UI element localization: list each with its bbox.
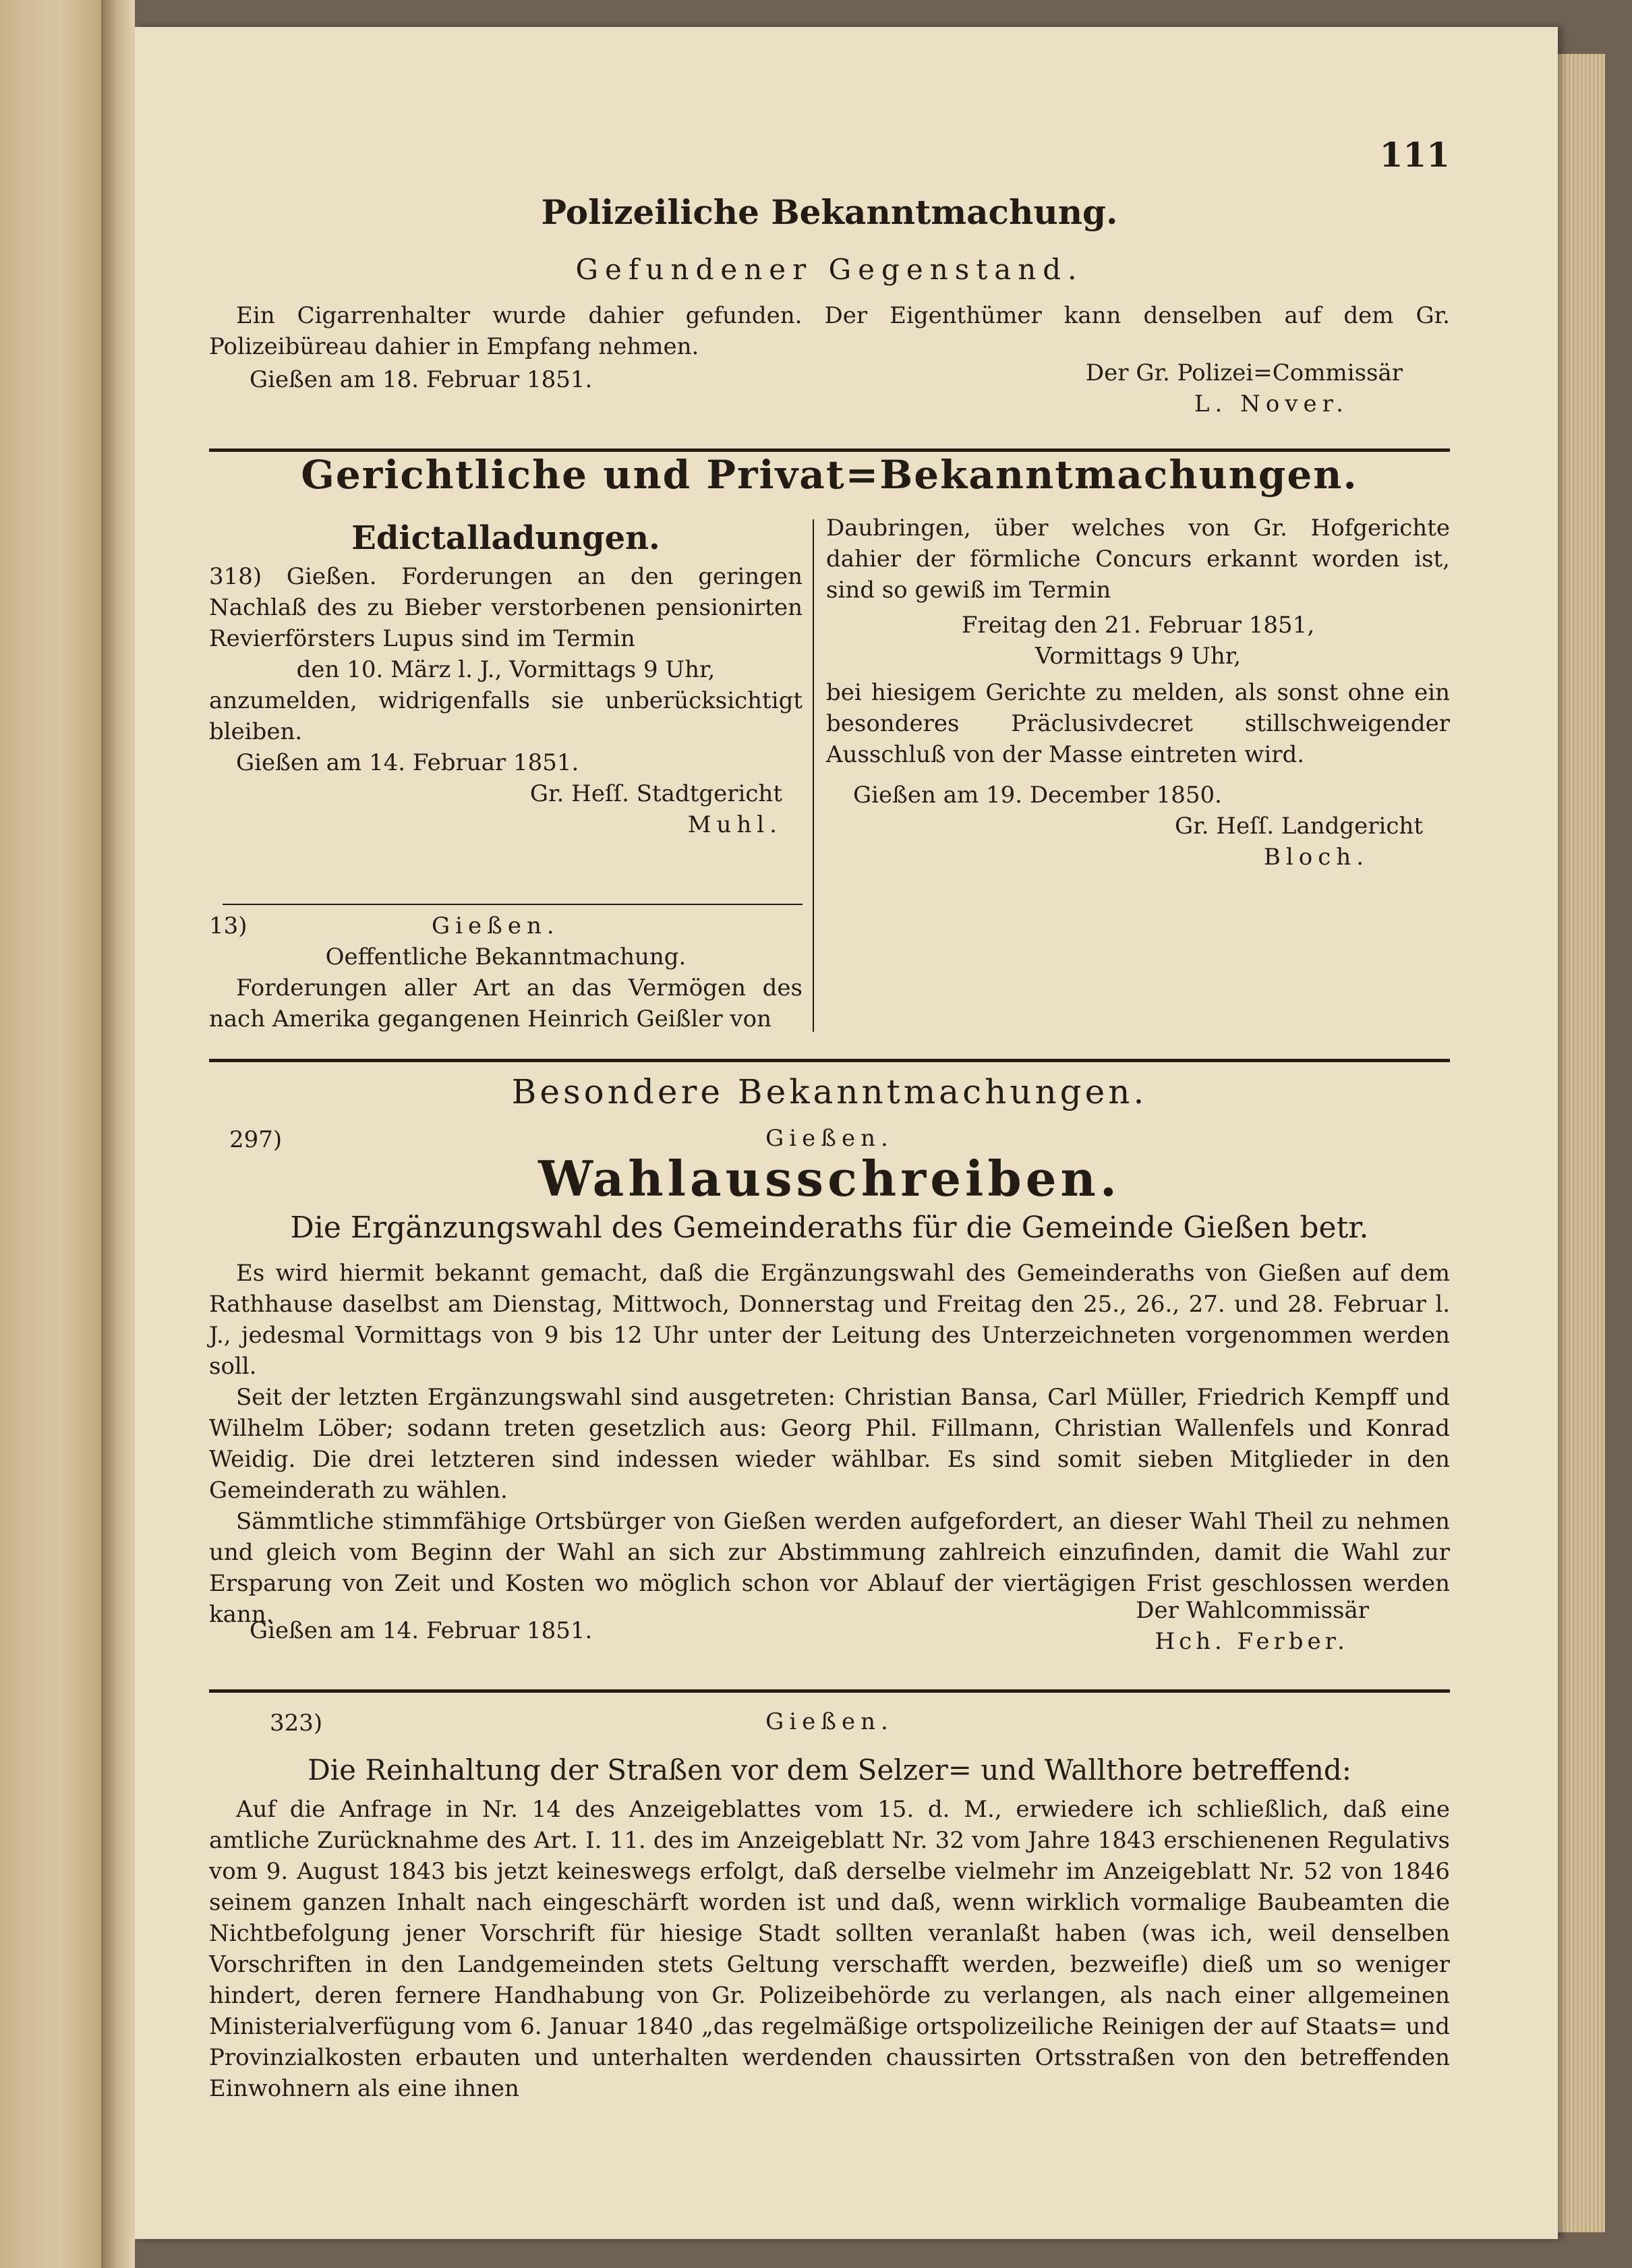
edict-title: Edictalladungen. — [351, 519, 660, 557]
election-body — [209, 1258, 1450, 1630]
section-divider — [209, 1059, 1450, 1062]
cleaning-heading: Die Reinhaltung der Straßen vor dem Selzer= und Wallthore betreffend: — [308, 1753, 1351, 1786]
edict-318-text2: anzumelden, widrigenfalls sie unberücksichtigt bleiben. — [209, 687, 803, 745]
police-signature — [863, 357, 1403, 419]
left-column-divider — [223, 904, 803, 905]
election-signature-title: Der Wahlcommissär — [1136, 1597, 1369, 1624]
police-notice-title: Polizeiliche Bekanntmachung. — [541, 192, 1118, 232]
cleaning-number: 323) — [270, 1710, 323, 1737]
edict-13-block — [209, 910, 803, 1035]
election-subheading: Die Ergänzungswahl des Gemeinderaths für die Gemeinde Gießen betr. — [290, 1211, 1369, 1245]
edict-right-date-line2: Vormittags 9 Uhr, — [1034, 643, 1242, 670]
special-notices-title: Besondere Bekanntmachungen. — [511, 1072, 1148, 1111]
election-paragraph: Sämmtliche stimmfähige Ortsbürger von Gießen werden aufgefordert, an dieser Wahl Theil zu nehmen und gleich vom Beginn der Wahl an sich zur Abstimmung zahlreich einzufinden, damit die Wahl zur Ersparung von Zeit und Kosten wo möglich schon vor Ablauf der viertägigen Frist geschlossen werden kann. — [209, 1508, 1450, 1628]
found-object-text: Ein Cigarrenhalter wurde dahier gefunden. Der Eigenthümer kann denselben auf dem Gr. Polizeibüreau dahier in Empfang nehmen. — [209, 302, 1450, 360]
edict-right-column — [826, 513, 1450, 873]
edict-right-signature-title: Gr. Heſſ. Landgericht — [1175, 813, 1423, 840]
special-place: Gießen. — [765, 1125, 894, 1152]
edict-13-place: Gießen. — [432, 912, 560, 939]
book-gutter — [101, 0, 135, 2268]
election-heading: Wahlausschreiben. — [538, 1150, 1121, 1207]
found-object-date: Gießen am 18. Februar 1851. — [250, 366, 593, 393]
previous-page-edge — [0, 0, 101, 2268]
edict-right-signature-name: Bloch. — [1263, 844, 1369, 871]
police-signature-name: L. Nover. — [1194, 390, 1349, 417]
court-notices-title: Gerichtliche und Privat=Bekanntmachungen. — [301, 452, 1358, 498]
edict-13-title: Oeffentliche Bekanntmachung. — [325, 943, 687, 970]
edict-13-number: 13) — [209, 912, 247, 939]
found-object-subtitle: Gefundener Gegenstand. — [575, 253, 1084, 286]
cleaning-text: Auf die Anfrage in Nr. 14 des Anzeigeblattes vom 15. d. M., erwiedere ich schließlich, daß eine amtliche Zurücknahme des Art. I. 11. des im Anzeigeblatt Nr. 32 vom Jahre 1843 erschienenen Regulativs vom 9. August 1843 bis jetzt keineswegs erfolgt, daß derselbe vielmehr im Anzeigeblatt Nr. 52 von 1846 seinem ganzen Inhalt nach eingeschärft worden ist und daß, wenn wirklich vormalige Baubeamten die Nichtbefolgung jener Vorschrift für hiesige Stadt sollten veranlaßt haben (was ich, weil denselben Vorschriften in den Landgemeinden stets Geltung verschafft werden, bezweifle) dieß um so weniger hindert, deren fernere Handhabung von Gr. Polizeibehörde zu verlangen, als nach einer allgemeinen Ministerialverfügung vom 6. Januar 1840 „das regelmäßige ortspolizeiliche Reinigen der auf Staats= und Provinzialkosten erbauten und unterhalten werdenden chaussirten Ortsstraßen von den betreffenden Einwohnern als eine ihnen — [209, 1796, 1450, 2102]
edict-right-date-line1: Freitag den 21. Februar 1851, — [961, 612, 1315, 639]
cleaning-body — [209, 1794, 1450, 2104]
election-paragraph: Es wird hiermit bekannt gemacht, daß die Ergänzungswahl des Gemeinderaths von Gießen auf dem Rathhause daselbst am Dienstag, Mittwoch, Donnerstag und Freitag den 25., 26., 27. und 28. Februar l. J., jedesmal Vormittags von 9 bis 12 Uhr unter der Leitung des Unterzeichneten vorgenommen werden soll. — [209, 1260, 1450, 1380]
edict-318-signature-name: Muhl. — [687, 811, 782, 838]
edict-13-text: Forderungen aller Art an das Vermögen des nach Amerika gegangenen Heinrich Geißler von — [209, 975, 803, 1033]
election-signature — [897, 1595, 1369, 1657]
election-signature-name: Hch. Ferber. — [1155, 1628, 1349, 1655]
page-stack-edge — [1558, 54, 1605, 2232]
column-divider — [813, 519, 814, 1032]
special-number: 297) — [229, 1126, 283, 1153]
edict-left-column — [209, 519, 803, 840]
section-divider — [209, 1689, 1450, 1693]
document-page — [135, 27, 1558, 2239]
edict-right-text2: bei hiesigem Gerichte zu melden, als sonst ohne ein besonderes Präclusivdecret stillschweigender Ausschluß von der Masse eintreten wird. — [826, 679, 1450, 768]
election-paragraph: Seit der letzten Ergänzungswahl sind ausgetreten: Christian Bansa, Carl Müller, Friedrich Kempff und Wilhelm Löber; sodann treten gesetzlich aus: Georg Phil. Fillmann, Christian Wallenfels und Konrad Weidig. Die drei letzteren sind indessen wieder wählbar. Es sind somit sieben Mitglieder in den Gemeinderath zu wählen. — [209, 1384, 1450, 1504]
edict-right-text1: Daubringen, über welches von Gr. Hofgerichte dahier der förmliche Concurs erkannt worden ist, sind so gewiß im Termin — [826, 515, 1450, 604]
edict-right-date: Gießen am 19. December 1850. — [853, 782, 1222, 809]
edict-13-header — [209, 910, 803, 941]
election-date: Gießen am 14. Februar 1851. — [250, 1617, 593, 1644]
edict-318-text: 318) Gießen. Forderungen an den geringen Nachlaß des zu Bieber verstorbenen pensionirten Revierförsters Lupus sind im Termin — [209, 563, 803, 652]
edict-318-date: Gießen am 14. Februar 1851. — [236, 749, 579, 776]
page-number: 111 — [1379, 135, 1450, 175]
page-content — [209, 108, 1450, 2199]
cleaning-place: Gießen. — [765, 1708, 894, 1735]
police-signature-title: Der Gr. Polizei=Commissär — [1085, 359, 1403, 386]
edict-318-signature-title: Gr. Heſſ. Stadtgericht — [529, 780, 782, 807]
edict-318-date-line: den 10. März l. J., Vormittags 9 Uhr, — [296, 656, 716, 683]
